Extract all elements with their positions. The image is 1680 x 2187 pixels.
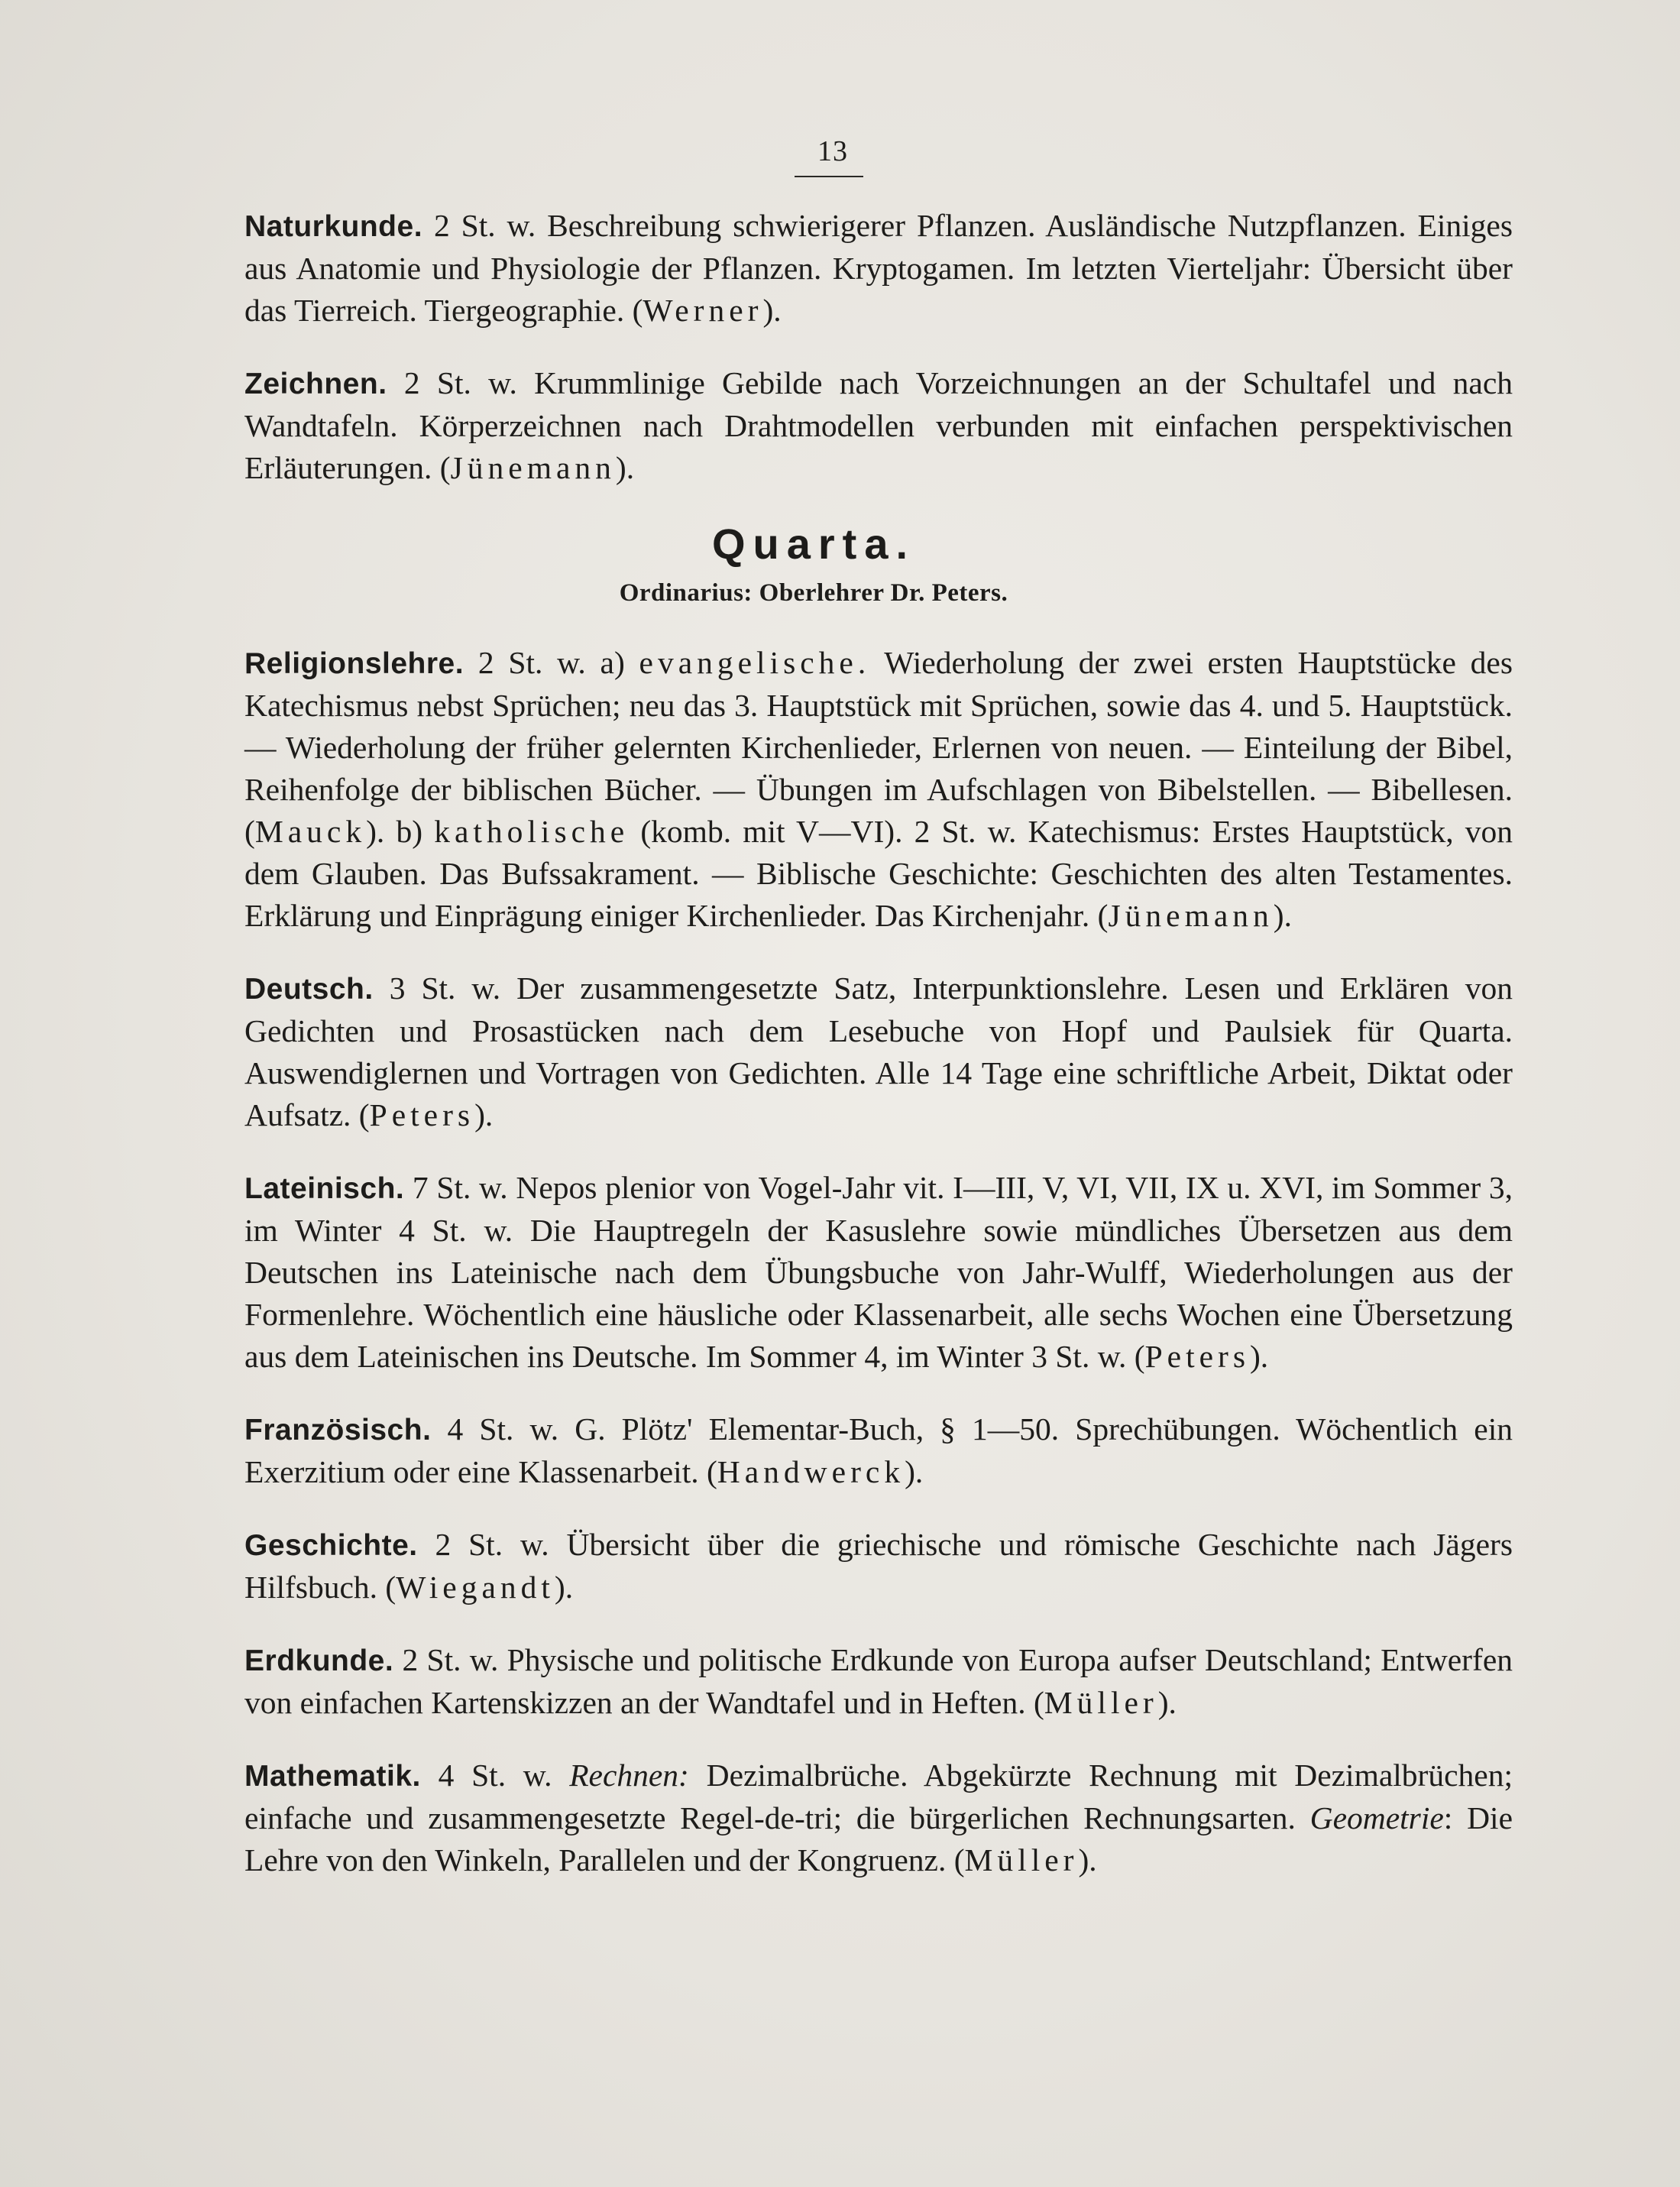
teacher-name: Peters xyxy=(1144,1339,1250,1374)
paragraph-text: 2 St. w. Beschreibung schwierigerer Pflanzen. Ausländische Nutzpflanzen. Einiges aus Anatomie und Physiologie der Pflanzen. Kryptogamen. Im letzten Vierteljahr: Übersicht über das Tierreich. Tiergeographie. ( xyxy=(244,208,1513,328)
section-title: Quarta. xyxy=(711,520,916,568)
paragraph-text: 7 St. w. Nepos plenior von Vogel-Jahr vit. I—III, V, VI, VII, IX u. XVI, im Sommer 3, im Winter 4 St. w. Die Hauptregeln der Kasuslehre sowie mündliches Übersetzen aus dem Deutschen ins Lateinische nach dem Übungsbuche von Jahr-Wulff, Wiederholungen aus der Formenlehre. Wöchentlich eine häusliche oder Klassenarbeit, alle sechs Wochen eine Übersetzung aus dem Lateinischen ins Deutsche. Im Sommer 4, im Winter 3 St. w. ( xyxy=(244,1170,1513,1374)
teacher-name: Müller xyxy=(964,1842,1079,1878)
teacher-name: Handwerck xyxy=(717,1454,905,1489)
teacher-name: Wiegandt xyxy=(396,1570,555,1605)
paragraph-end: ). xyxy=(554,1570,574,1605)
paragraph-end: ). xyxy=(1273,898,1292,933)
paragraph-text: 2 St. w. Übersicht über die griechische und römische Geschichte nach Jägers Hilfsbuch. ( xyxy=(244,1527,1513,1605)
paragraph-deutsch xyxy=(115,967,1513,1136)
paragraph-franzoesisch xyxy=(115,1408,1513,1493)
paragraph-text: 4 St. w. xyxy=(420,1758,570,1793)
paragraph-zeichnen xyxy=(115,362,1513,489)
paragraph-text: 2 St. w. Physische und politische Erdkunde von Europa aufser Deutschland; Entwerfen von einfachen Kartenskizzen an der Wandtafel und in Heften. ( xyxy=(244,1642,1513,1720)
paragraph-text: (komb. mit V—VI). 2 St. w. Katechismus: Erstes Hauptstück, von dem Glauben. Das Bufssakrament. — Biblische Geschichte: Geschichten des alten Testamentes. Erklärung und Einprägung einiger Kirchenlieder. Das Kirchenjahr. ( xyxy=(244,814,1513,933)
paragraph-mathematik xyxy=(115,1754,1513,1881)
subject-heading: Erdkunde. xyxy=(244,1644,394,1677)
paragraph-lateinisch xyxy=(115,1167,1513,1378)
paragraph-end: ). xyxy=(1249,1339,1269,1374)
subject-heading: Zeichnen. xyxy=(244,368,387,400)
section-ordinarius: Ordinarius: Oberlehrer Dr. Peters. xyxy=(619,579,1008,607)
page-number: 13 xyxy=(817,135,848,167)
paragraph-religionslehre xyxy=(115,642,1513,937)
subject-heading: Deutsch. xyxy=(244,973,374,1006)
paragraph-end: ). xyxy=(615,450,635,485)
paragraph-geschichte xyxy=(115,1524,1513,1609)
paragraph-text: 2 St. w. Krummlinige Gebilde nach Vorzeichnungen an der Schultafel und nach Wandtafeln. Körperzeichnen nach Drahtmodellen verbunden mit einfachen perspektivischen Erläuterungen. ( xyxy=(244,365,1513,485)
paragraph-end: ). xyxy=(474,1097,494,1132)
paragraph-text: 2 St. w. a) xyxy=(464,645,639,680)
subject-heading: Lateinisch. xyxy=(244,1172,405,1205)
paragraph-end: ). xyxy=(1078,1842,1097,1878)
paragraph-text: : Die Lehre von den Winkeln, Parallelen und der Kongruenz. ( xyxy=(244,1800,1513,1878)
paragraph-text: Dezimalbrüche. Abgekürzte Rechnung mit Dezimalbrüchen; einfache und zusammengesetzte Regel-de-tri; die bürgerlichen Rechnungsarten. xyxy=(244,1758,1513,1835)
subject-heading: Naturkunde. xyxy=(244,210,423,243)
subject-heading: Französisch. xyxy=(244,1414,432,1447)
paragraph-text: 3 St. w. Der zusammengesetzte Satz, Interpunktionslehre. Lesen und Erklären von Gedichten und Prosastücken nach dem Lesebuche von Hopf und Paulsiek für Quarta. Auswendiglernen und Vortragen von Gedichten. Alle 14 Tage eine schriftliche Arbeit, Diktat oder Aufsatz. ( xyxy=(244,970,1513,1132)
subject-heading: Mathematik. xyxy=(244,1760,421,1793)
paragraph-text: ). b) xyxy=(366,814,435,849)
teacher-name: Jünemann xyxy=(1108,898,1274,933)
teacher-name: Peters xyxy=(369,1097,475,1132)
paragraph-naturkunde xyxy=(115,205,1513,332)
paragraph-end: ). xyxy=(762,293,782,328)
denomination-evangelisch: evangelische. xyxy=(639,645,871,680)
page-number-rule xyxy=(795,176,863,177)
paragraph-erdkunde xyxy=(115,1639,1513,1724)
teacher-name: Mauck xyxy=(254,814,367,849)
topic-geometrie: Geometrie xyxy=(1309,1800,1444,1835)
paragraph-text: 4 St. w. G. Plötz' Elementar-Buch, § 1—50. Sprechübungen. Wöchentlich ein Exerzitium oder eine Klassenarbeit. ( xyxy=(244,1411,1513,1489)
paragraph-end: ). xyxy=(905,1454,924,1489)
denomination-katholisch: katholische xyxy=(434,814,630,849)
topic-rechnen: Rechnen: xyxy=(569,1758,689,1793)
teacher-name: Jünemann xyxy=(450,450,616,485)
subject-heading: Geschichte. xyxy=(244,1529,418,1562)
subject-heading: Religionslehre. xyxy=(244,647,465,680)
teacher-name: Werner xyxy=(643,293,763,328)
page-body xyxy=(115,205,1513,1912)
teacher-name: Müller xyxy=(1044,1685,1158,1720)
paragraph-text: Wiederholung der zwei ersten Hauptstücke des Katechismus nebst Sprüchen; neu das 3. Hauptstück mit Sprüchen, sowie das 4. und 5. Hauptstück. — Wiederholung der früher gelernten Kirchenlieder, Erlernen von neuen. — Einteilung der Bibel, Reihenfolge der biblischen Bücher. — Übungen im Aufschlagen von Bibelstellen. — Bibellesen. ( xyxy=(244,645,1513,849)
paragraph-end: ). xyxy=(1157,1685,1177,1720)
